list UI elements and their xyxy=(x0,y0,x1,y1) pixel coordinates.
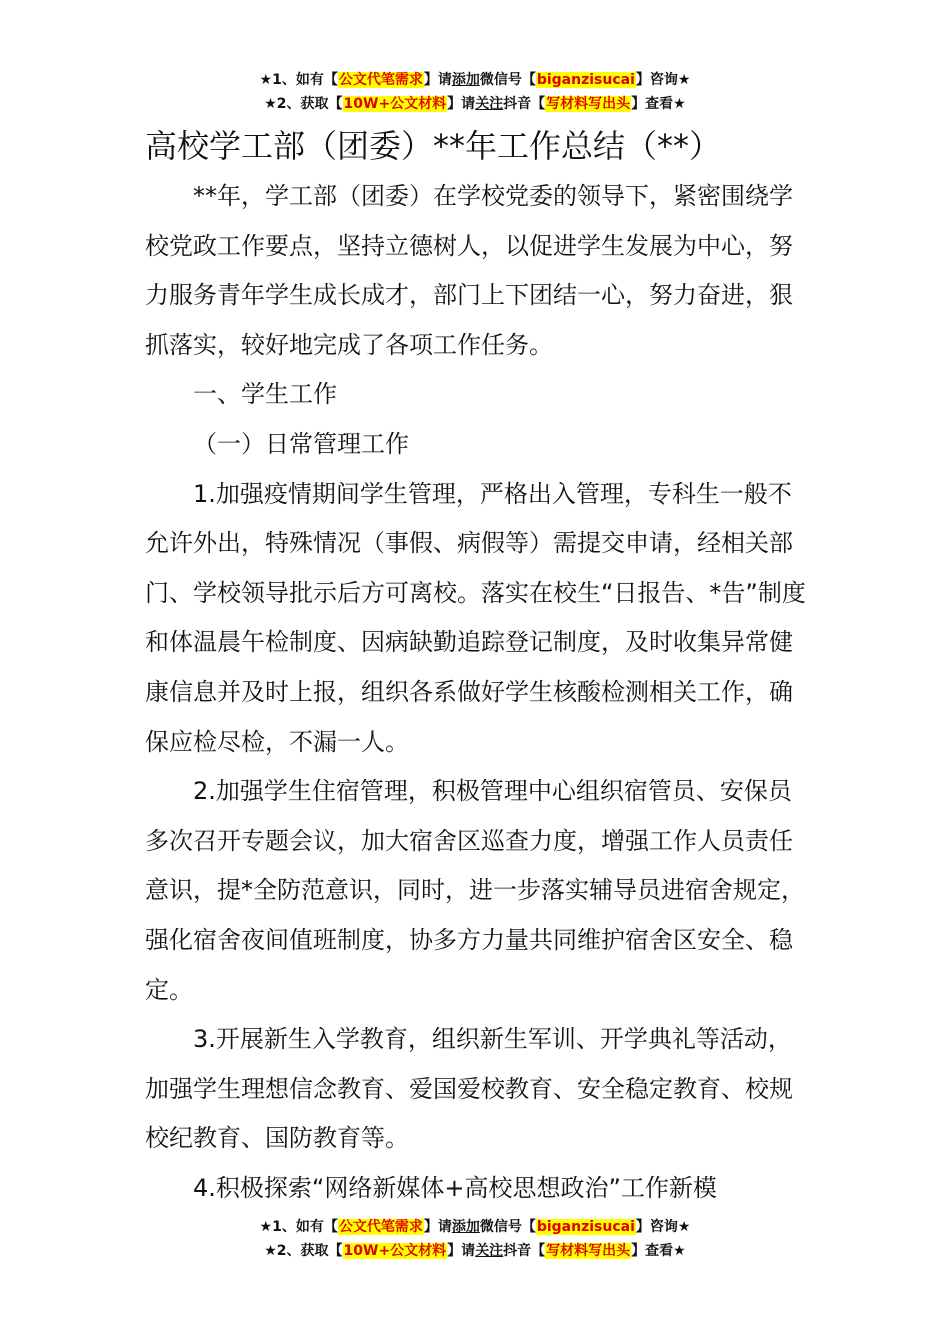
body-paragraph: 1.加强疫情期间学生管理，严格出入管理，专科生一般不允许外出，特殊情况（事假、病假等）需提交申请，经相关部门、学校领导批示后方可离校。落实在校生“日报告、*告”制度和体温晨午检制度、因病缺勤追踪登记制度，及时收集异常健康信息并及时上报，组织各系做好学生核酸检测相关工作，确保应检尽检，不漏一人。 xyxy=(145,479,806,756)
document-title: 高校学工部（团委）**年工作总结（**） xyxy=(145,127,722,165)
promo-highlight-materials: 10W+公文材料 xyxy=(343,96,447,112)
promo-highlight-douyin: 写材料写出头 xyxy=(546,96,631,112)
promo-line-1: ★1、如有【公文代笔需求】请添加微信号【biganzisucai】咨询★ xyxy=(259,72,691,88)
promo-line-2: ★2、获取【10W+公文材料】请关注抖音【写材料写出头】查看★ xyxy=(264,96,686,112)
body-paragraph: 4.积极探索“网络新媒体+高校思想政治”工作新模 xyxy=(193,1173,717,1202)
section-heading: 一、学生工作 xyxy=(193,380,337,409)
promo-highlight-wechat-id: biganzisucai xyxy=(536,72,635,88)
promo-highlight-materials: 10W+公文材料 xyxy=(343,1243,447,1259)
document-body xyxy=(145,172,807,1213)
footer-promo-banner xyxy=(0,1215,950,1263)
promo-highlight-service: 公文代笔需求 xyxy=(338,1219,423,1235)
promo-highlight-douyin: 写材料写出头 xyxy=(546,1243,631,1259)
promo-line-1: ★1、如有【公文代笔需求】请添加微信号【biganzisucai】咨询★ xyxy=(259,1219,691,1235)
body-paragraph: 2.加强学生住宿管理，积极管理中心组织宿管员、安保员多次召开专题会议，加大宿舍区巡查力度，增强工作人员责任意识，提*全防范意识，同时，进一步落实辅导员进宿舍规定，强化宿舍夜间值班制度，协多方力量共同维护宿舍区安全、稳定。 xyxy=(145,777,805,1004)
promo-line-2: ★2、获取【10W+公文材料】请关注抖音【写材料写出头】查看★ xyxy=(264,1243,686,1259)
header-promo-banner xyxy=(0,68,950,116)
subsection-heading: （一）日常管理工作 xyxy=(193,429,409,458)
promo-highlight-wechat-id: biganzisucai xyxy=(536,1219,635,1235)
promo-highlight-service: 公文代笔需求 xyxy=(338,72,423,88)
intro-paragraph: **年，学工部（团委）在学校党委的领导下，紧密围绕学校党政工作要点，坚持立德树人，以促进学生发展为中心，努力服务青年学生成长成才，部门上下团结一心，努力奋进，狠抓落实，较好地完成了各项工作任务。 xyxy=(145,182,793,359)
body-paragraph: 3.开展新生入学教育，组织新生军训、开学典礼等活动，加强学生理想信念教育、爱国爱校教育、安全稳定教育、校规校纪教育、国防教育等。 xyxy=(145,1025,793,1153)
